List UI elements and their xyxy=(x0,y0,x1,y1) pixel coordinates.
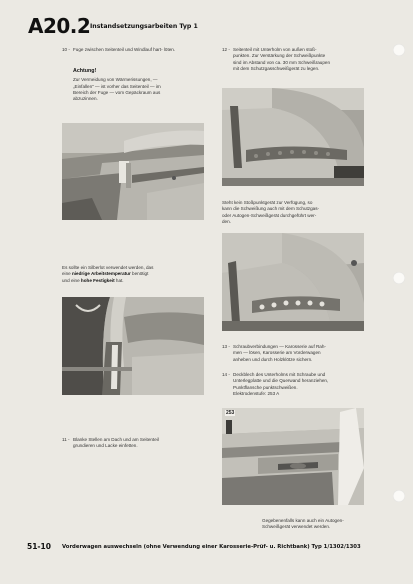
header-subtitle: Instandsetzungsarbeiten Typ 1 xyxy=(90,23,198,30)
solder-note-line3-post: hat. xyxy=(114,277,124,283)
step-13-line: anheben und durch Holzklötze sichern. xyxy=(233,356,313,362)
solder-note-line2-pre: eine xyxy=(62,271,72,277)
gas-note-line: den. xyxy=(222,218,231,224)
page-number: 51-10 xyxy=(27,542,51,551)
step-13-number: 13 - xyxy=(222,344,230,349)
photo-side-panel-seam xyxy=(62,123,204,220)
gas-note-line: Steht kein Stoßpunktgerät zur Verfügung, so xyxy=(222,200,313,205)
gas-note-line: oder Autogen-Schweißgerät durchgeführt wer- xyxy=(222,212,317,218)
punch-hole-bottom xyxy=(393,490,405,502)
page-footer xyxy=(27,542,387,554)
punch-hole-middle xyxy=(393,272,405,284)
page-header xyxy=(28,14,388,38)
step-12-number: 12 - xyxy=(222,47,230,52)
step-10-text: Fuge zwischen Seitenteil und Windlauf hart- löten. xyxy=(73,47,176,52)
attention-note xyxy=(73,68,213,102)
solder-note xyxy=(62,265,212,284)
footer-title: Vorderwagen auswechseln (ohne Verwendung einer Karosserie-Prüf- u. Richtbank) Typ 1/1302/1303 xyxy=(62,543,361,550)
step-11-line: Blanke Stellen am Dach und am Seitenteil xyxy=(73,437,159,442)
step-11-line: grundieren und Lacke einfetten. xyxy=(73,443,138,449)
autogen-note-line: Schweißgerät verwendet werden. xyxy=(262,524,331,530)
photo-cover-plate-clamp xyxy=(222,408,364,505)
photo-label-253: 253 xyxy=(226,410,235,416)
step-12-line: sind im Abstand von ca. 30 mm Schweißraupen xyxy=(233,59,331,65)
step-13-line: Schraubverbindungen — Karosserie auf Rah- xyxy=(233,344,326,349)
section-code: A20.2 xyxy=(28,14,91,38)
step-11-number: 11 - xyxy=(62,437,70,442)
autogen-note xyxy=(262,518,392,531)
solder-note-emphasis-strength: hohe Festigkeit xyxy=(80,277,115,283)
step-10-number: 10 - xyxy=(62,47,70,52)
photo-brazed-seam xyxy=(62,297,204,395)
solder-note-line1: Es sollte ein Silberlot verwendet werden, das xyxy=(62,265,154,270)
step-11 xyxy=(62,437,212,450)
autogen-note-line: Gegebenenfalls kann auch ein Autogen- xyxy=(262,518,344,523)
step-12-line: punkten. Zur Verstärkung der Schweißpunkte xyxy=(233,53,326,59)
step-13 xyxy=(222,344,382,363)
solder-note-emphasis-temperature: niedrige Arbeitstemperatur xyxy=(71,271,131,277)
step-14-line: Deckblech des Unterholms mit Schraube und xyxy=(233,372,326,377)
step-14-line: Elektrodenstufe: 253 A xyxy=(233,390,280,396)
step-10 xyxy=(62,47,212,53)
gas-note-line: kann die Schweißung auch mit dem Schutzgas- xyxy=(222,206,320,212)
solder-note-line2-post: benötigt xyxy=(130,271,149,277)
attention-line: Bereich der Fuge — vom Gepäckraum aus xyxy=(73,89,161,95)
solder-note-line3-pre: und eine xyxy=(62,277,81,283)
step-14 xyxy=(222,372,382,397)
gas-welding-note xyxy=(222,200,382,225)
attention-line: abzuzinnen. xyxy=(73,96,98,102)
step-12-line: Seitenteil mit Unterholm von außen stoß- xyxy=(233,47,317,52)
step-14-line: Punktflansche punktschweißen. xyxy=(233,384,298,390)
step-13-line: men — lösen, Karosserie am Vorderwagen xyxy=(233,350,321,356)
step-12-line: mit dem Schutzgasschweißgerät zu legen. xyxy=(233,65,320,71)
punch-hole-top xyxy=(393,44,405,56)
attention-line: „Einfallen" — ist vorher das Seitenteil — im xyxy=(73,83,161,89)
step-12 xyxy=(222,47,382,72)
step-14-number: 14 - xyxy=(222,372,230,377)
attention-line: Zur Vermeidung von Wärmerissungen, — xyxy=(73,77,158,83)
attention-title: Achtung! xyxy=(73,68,97,74)
photo-weld-seam xyxy=(222,233,364,331)
photo-sill-spot-welds xyxy=(222,88,364,186)
step-14-line: Unterlegplatte und die Querwand heranziehen, xyxy=(233,378,329,384)
